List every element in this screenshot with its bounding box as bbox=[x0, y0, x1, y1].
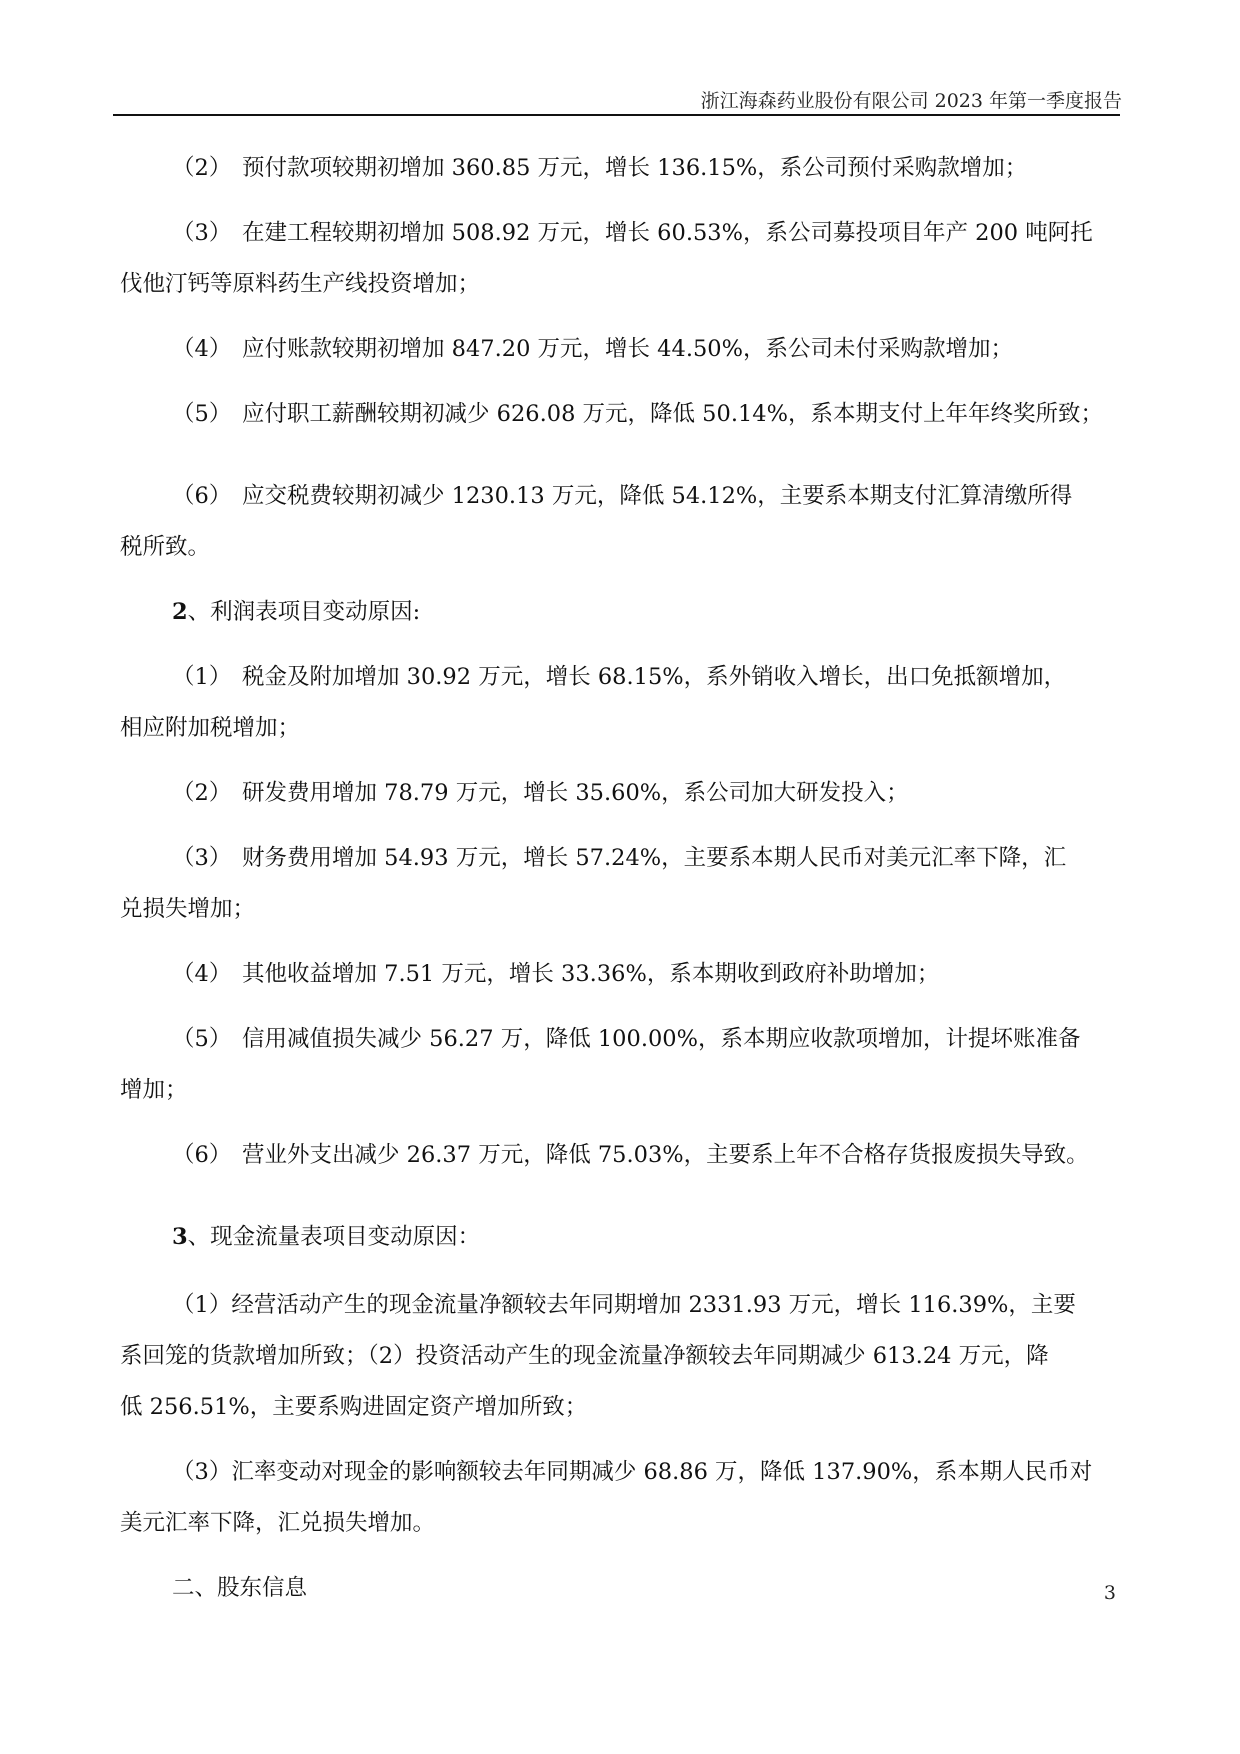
item-number: （3） bbox=[172, 845, 232, 871]
item-text: 营业外支出减少 26.37 万元，降低 75.03%，主要系上年不合格存货报废损失导致。 bbox=[242, 1142, 1089, 1168]
balance-item-4 bbox=[120, 324, 1120, 375]
section-number: 3 bbox=[172, 1224, 188, 1250]
section-heading-cash-flow bbox=[120, 1212, 1120, 1263]
item-text: 其他收益增加 7.51 万元，增长 33.36%，系本期收到政府补助增加； bbox=[242, 961, 940, 987]
item-number: （6） bbox=[172, 1142, 232, 1168]
item-text: 应付职工薪酬较期初减少 626.08 万元，降低 50.14%，系本期支付上年年终奖所致； bbox=[242, 401, 1103, 427]
income-item-5-continued: 增加； bbox=[120, 1077, 188, 1103]
item-text: 研发费用增加 78.79 万元，增长 35.60%，系公司加大研发投入； bbox=[242, 780, 909, 806]
balance-item-5 bbox=[120, 389, 1120, 440]
item-number: （3） bbox=[172, 220, 232, 246]
document-body bbox=[120, 143, 1120, 1614]
income-item-2 bbox=[120, 768, 1120, 819]
balance-item-6-continued: 税所致。 bbox=[120, 534, 211, 560]
income-item-1 bbox=[120, 652, 1120, 703]
cash-flow-paragraph-2-line-1: （3）汇率变动对现金的影响额较去年同期减少 68.86 万，降低 137.90%，系本期人民币对 bbox=[172, 1459, 1093, 1485]
section-heading-text: 、现金流量表项目变动原因： bbox=[187, 1224, 481, 1250]
cash-flow-paragraph-1-line-1: （1）经营活动产生的现金流量净额较去年同期增加 2331.93 万元，增长 116.39%，主要 bbox=[172, 1292, 1076, 1318]
cash-flow-paragraph-2-line-2: 美元汇率下降，汇兑损失增加。 bbox=[120, 1510, 436, 1536]
item-number: （2） bbox=[172, 155, 232, 181]
header-divider bbox=[113, 114, 1120, 116]
cash-flow-paragraph-1-line-3: 低 256.51%，主要系购进固定资产增加所致； bbox=[120, 1394, 588, 1420]
report-header-title: 浙江海森药业股份有限公司 2023 年第一季度报告 bbox=[700, 90, 1122, 112]
page-number: 3 bbox=[1103, 1582, 1116, 1604]
balance-item-2 bbox=[120, 143, 1120, 194]
item-text: 信用减值损失减少 56.27 万，降低 100.00%，系本期应收款项增加，计提坏账准备 bbox=[242, 1026, 1081, 1052]
item-number: （4） bbox=[172, 961, 232, 987]
item-text: 预付款项较期初增加 360.85 万元，增长 136.15%，系公司预付采购款增加； bbox=[242, 155, 1028, 181]
item-number: （2） bbox=[172, 780, 232, 806]
item-number: （4） bbox=[172, 336, 232, 362]
income-item-4 bbox=[120, 949, 1120, 1000]
item-text: 应付账款较期初增加 847.20 万元，增长 44.50%，系公司未付采购款增加； bbox=[242, 336, 1013, 362]
item-number: （1） bbox=[172, 664, 232, 690]
item-text: 税金及附加增加 30.92 万元，增长 68.15%，系外销收入增长，出口免抵额增加， bbox=[242, 664, 1067, 690]
income-item-1-continued: 相应附加税增加； bbox=[120, 715, 301, 741]
item-number: （6） bbox=[172, 483, 232, 509]
item-number: （5） bbox=[172, 1026, 232, 1052]
section-number: 2 bbox=[172, 599, 188, 625]
item-text: 应交税费较期初减少 1230.13 万元，降低 54.12%，主要系本期支付汇算清缴所得 bbox=[242, 483, 1073, 509]
item-text: 财务费用增加 54.93 万元，增长 57.24%，主要系本期人民币对美元汇率下降，汇 bbox=[242, 845, 1067, 871]
section-heading-shareholder-info: 二、股东信息 bbox=[172, 1575, 308, 1601]
item-text: 在建工程较期初增加 508.92 万元，增长 60.53%，系公司募投项目年产 200 吨阿托 bbox=[242, 220, 1093, 246]
balance-item-3-continued: 伐他汀钙等原料药生产线投资增加； bbox=[120, 271, 481, 297]
balance-item-3 bbox=[120, 208, 1120, 259]
income-item-5 bbox=[120, 1014, 1120, 1065]
balance-item-6 bbox=[120, 471, 1120, 522]
section-heading-income-statement bbox=[120, 587, 1120, 638]
income-item-3-continued: 兑损失增加； bbox=[120, 896, 256, 922]
income-item-6 bbox=[120, 1130, 1120, 1181]
item-number: （5） bbox=[172, 401, 232, 427]
cash-flow-paragraph-1-line-2: 系回笼的货款增加所致；（2）投资活动产生的现金流量净额较去年同期减少 613.24 万元，降 bbox=[120, 1343, 1049, 1369]
section-heading-text: 、利润表项目变动原因: bbox=[187, 599, 421, 625]
income-item-3 bbox=[120, 833, 1120, 884]
